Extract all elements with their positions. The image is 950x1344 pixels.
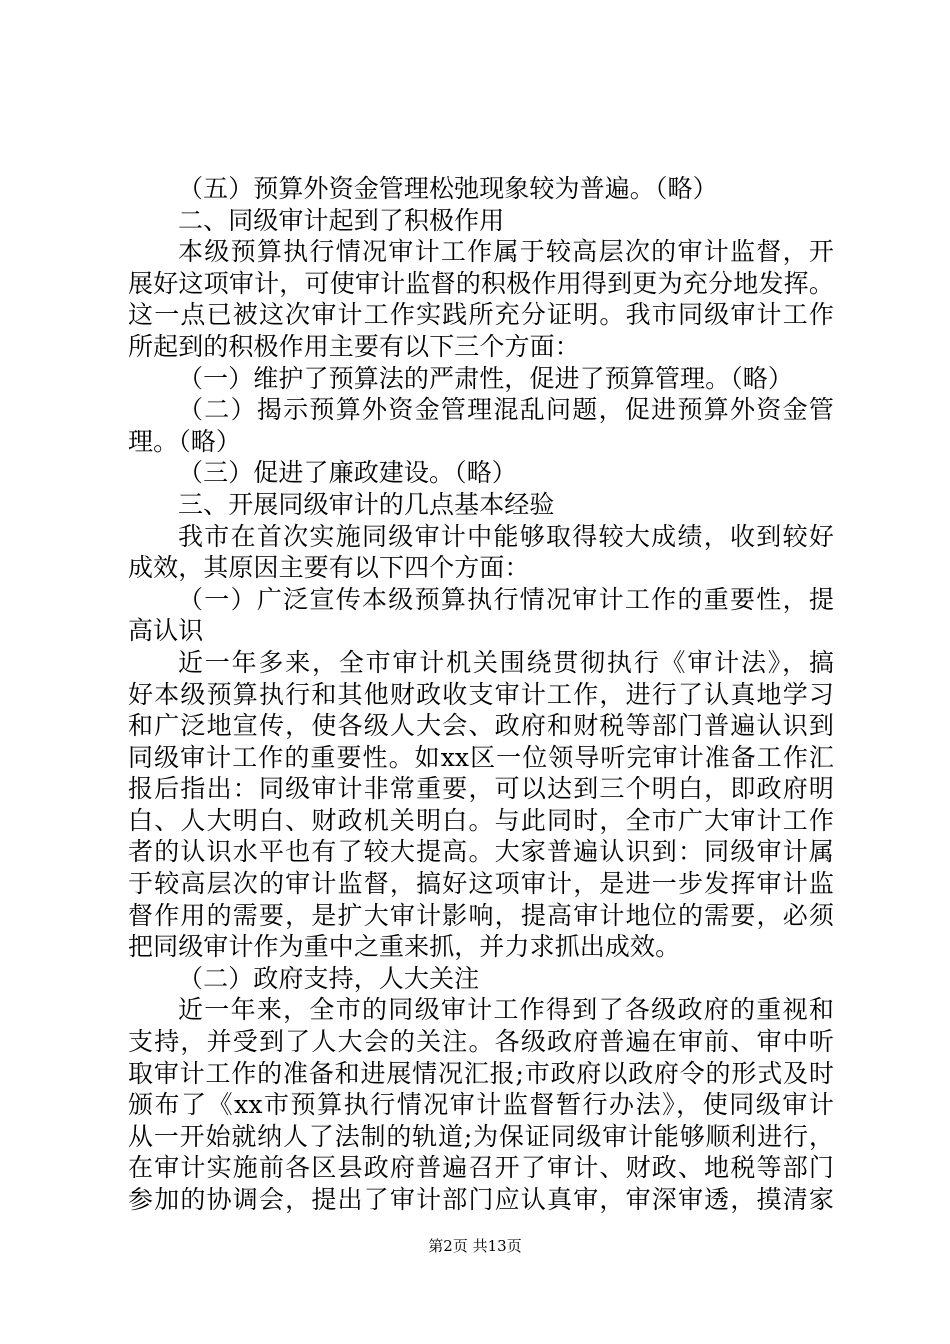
text-line: 和广泛地宣传，使各级人大会、政府和财税等部门普遍认识到 bbox=[128, 711, 834, 741]
text-line: 我市在首次实施同级审计中能够取得较大成绩，收到较好 bbox=[178, 521, 834, 551]
text-line: 督作用的需要，是扩大审计影响，提高审计地位的需要，必须 bbox=[128, 900, 834, 930]
text-line: 取审计工作的准备和进展情况汇报;市政府以政府令的形式及时 bbox=[128, 1058, 834, 1088]
text-line: （三）促进了廉政建设。（略） bbox=[178, 458, 517, 488]
text-line: （五）预算外资金管理松弛现象较为普遍。（略） bbox=[178, 174, 718, 203]
text-line: （一）维护了预算法的严肃性，促进了预算管理。（略） bbox=[178, 363, 794, 393]
text-line: 同级审计工作的重要性。如xx区一位领导听完审计准备工作汇 bbox=[128, 742, 834, 772]
text-line: 成效，其原因主要有以下四个方面： bbox=[128, 553, 530, 583]
text-line: 从一开始就纳人了法制的轨道;为保证同级审计能够顺利进行， bbox=[128, 1121, 834, 1151]
document-body bbox=[128, 173, 834, 1216]
text-line: 三、开展同级审计的几点基本经验 bbox=[178, 489, 555, 519]
text-line: 参加的协调会，提出了审计部门应认真审，审深审透，摸清家 bbox=[128, 1185, 834, 1214]
text-line: 颁布了《xx市预算执行情况审计监督暂行办法》，使同级审计 bbox=[128, 1090, 834, 1120]
text-line: 报后指出：同级审计非常重要，可以达到三个明白，即政府明 bbox=[128, 774, 834, 804]
text-line: （二）揭示预算外资金管理混乱问题，促进预算外资金管 bbox=[178, 395, 834, 425]
page-footer: 第2页 共13页 bbox=[428, 1237, 522, 1255]
text-line: （一）广泛宣传本级预算执行情况审计工作的重要性，提 bbox=[178, 584, 834, 614]
text-line: 在审计实施前各区县政府普遍召开了审计、财政、地税等部门 bbox=[128, 1153, 834, 1183]
text-line: 本级预算执行情况审计工作属于较高层次的审计监督，开 bbox=[178, 237, 834, 267]
text-line: 于较高层次的审计监督，搞好这项审计，是进一步发挥审计监 bbox=[128, 869, 834, 899]
text-line: 白、人大明白、财政机关明白。与此同时，全市广大审计工作 bbox=[128, 805, 834, 835]
text-line: 理。（略） bbox=[128, 426, 242, 456]
text-line: 二、同级审计起到了积极作用 bbox=[178, 205, 505, 235]
text-line: 高认识 bbox=[128, 616, 204, 646]
text-line: 把同级审计作为重中之重来抓，并力求抓出成效。 bbox=[128, 932, 681, 962]
text-line: 近一年来，全市的同级审计工作得到了各级政府的重视和 bbox=[178, 995, 834, 1025]
text-line: 所起到的积极作用主要有以下三个方面： bbox=[128, 331, 580, 361]
text-line: 展好这项审计，可使审计监督的积极作用得到更为充分地发挥。 bbox=[128, 268, 834, 298]
text-line: （二）政府支持，人大关注 bbox=[178, 963, 480, 993]
text-line: 支持，并受到了人大会的关注。各级政府普遍在审前、审中听 bbox=[128, 1027, 834, 1057]
text-line: 这一点已被这次审计工作实践所充分证明。我市同级审计工作 bbox=[128, 300, 834, 330]
text-line: 好本级预算执行和其他财政收支审计工作，进行了认真地学习 bbox=[128, 679, 834, 709]
text-line: 者的认识水平也有了较大提高。大家普遍认识到：同级审计属 bbox=[128, 837, 834, 867]
text-line: 近一年多来，全市审计机关围绕贯彻执行《审计法》，搞 bbox=[178, 647, 834, 677]
